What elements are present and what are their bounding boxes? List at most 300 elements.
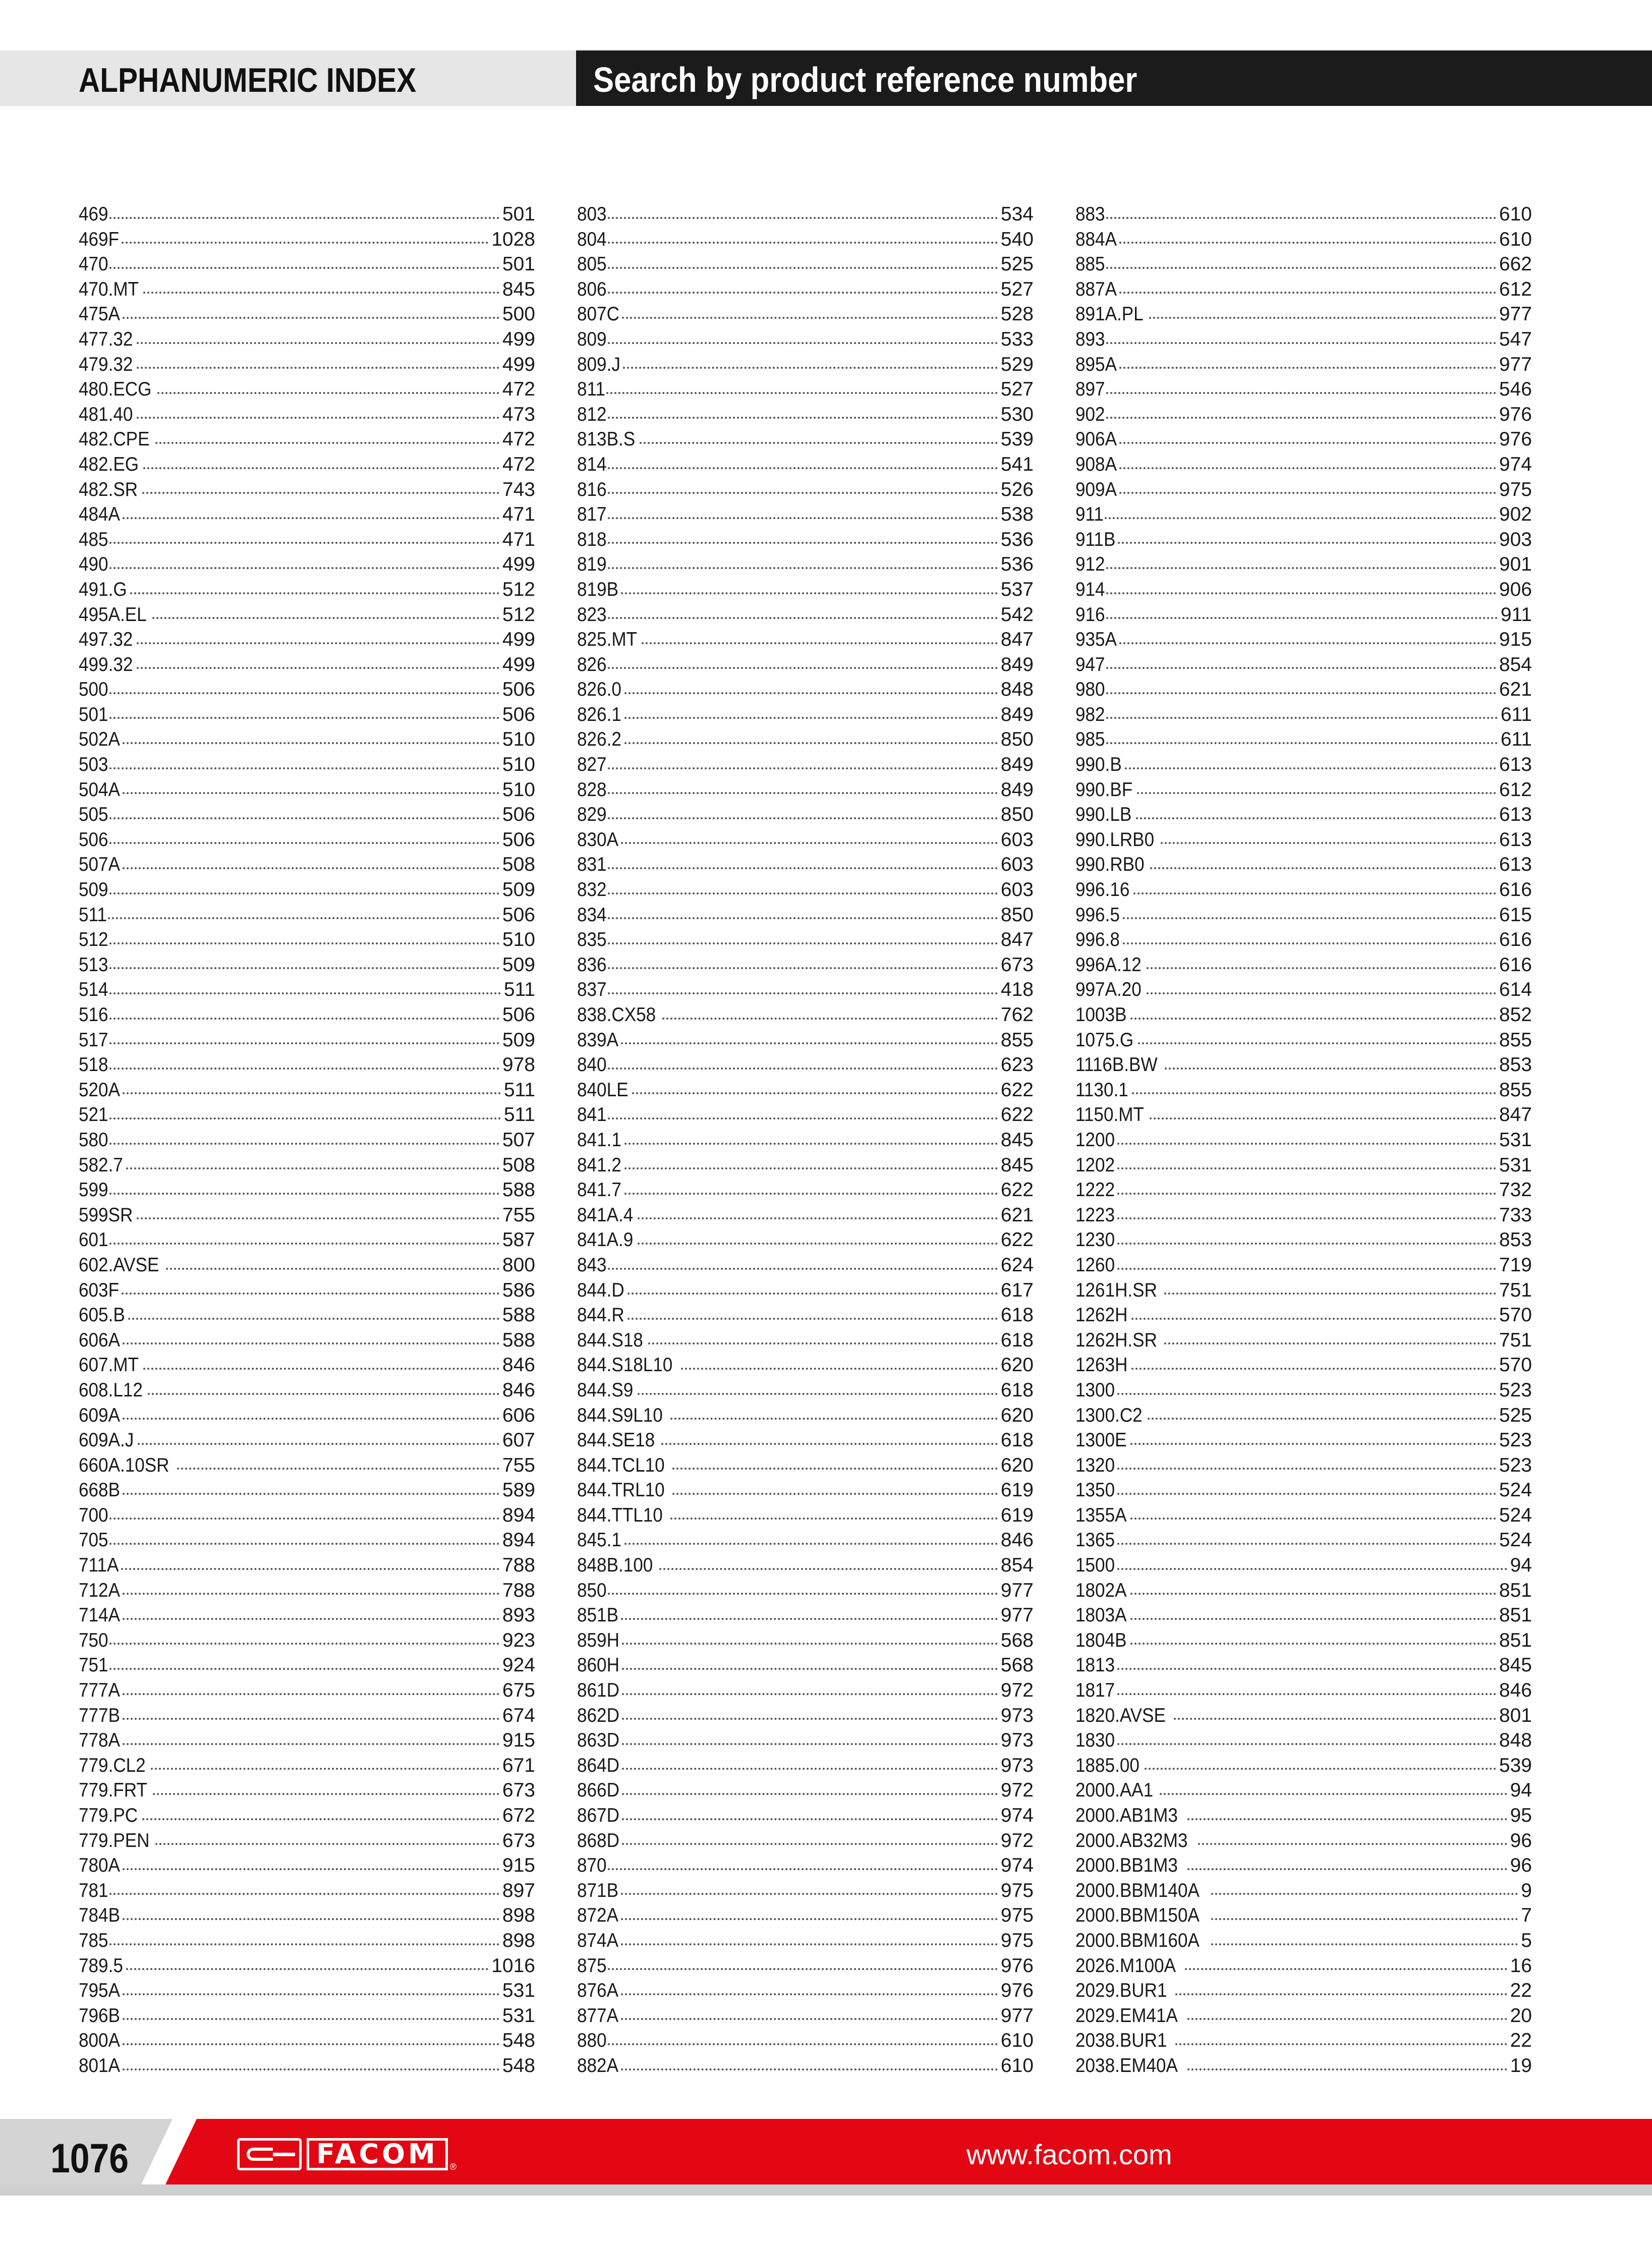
index-entry — [577, 1203, 1034, 1228]
page-reference: 511 — [503, 1079, 535, 1101]
page-reference: 509 — [502, 954, 535, 976]
page-reference: 788 — [502, 1579, 535, 1601]
dot-leader — [608, 1593, 998, 1595]
page-reference: 975 — [1499, 478, 1532, 500]
dot-leader — [109, 1068, 499, 1070]
page-reference: 975 — [1000, 1929, 1034, 1951]
page-reference: 846 — [502, 1354, 535, 1376]
reference-number: 911B — [1075, 528, 1116, 550]
page-reference: 613 — [1499, 854, 1532, 876]
page-reference: 606 — [502, 1404, 535, 1426]
page-reference: 972 — [1000, 1829, 1034, 1852]
page-reference: 845 — [1000, 1154, 1034, 1176]
reference-number: 884A — [1075, 228, 1117, 250]
page-reference: 22 — [1510, 2030, 1532, 2052]
reference-number: 990.LB — [1075, 804, 1132, 826]
reference-number: 861D — [577, 1679, 619, 1702]
dot-leader — [137, 667, 499, 669]
dot-leader — [109, 1042, 499, 1044]
page-reference: 849 — [1000, 778, 1034, 801]
reference-number: 825.MT — [577, 629, 637, 651]
page-reference: 613 — [1499, 754, 1532, 776]
dot-leader — [608, 1868, 998, 1870]
page-reference: 603 — [1000, 828, 1034, 851]
reference-number: 779.PC — [79, 1805, 138, 1826]
index-entry — [1075, 1253, 1532, 1278]
page-reference: 471 — [502, 503, 535, 526]
dot-leader — [109, 1143, 499, 1145]
page-reference: 915 — [1499, 629, 1532, 651]
dot-leader — [109, 942, 499, 944]
index-entry — [79, 1128, 535, 1153]
index-entry — [1075, 802, 1532, 827]
reference-number: 844.S9L10 — [577, 1404, 663, 1426]
page-reference: 610 — [1000, 2054, 1034, 2077]
dot-leader — [608, 517, 998, 519]
dot-leader — [608, 467, 998, 469]
page-reference: 510 — [502, 728, 535, 751]
dot-leader — [1130, 1018, 1496, 1020]
dot-leader — [109, 1668, 499, 1670]
dot-leader — [606, 392, 998, 394]
index-entry — [577, 1928, 1034, 1953]
dot-leader — [1137, 792, 1496, 794]
page-reference: 974 — [1000, 1855, 1034, 1877]
page-reference: 977 — [1000, 1579, 1034, 1601]
index-entry — [577, 1853, 1034, 1878]
dot-leader — [1105, 517, 1496, 519]
reference-number: 599SR — [79, 1204, 133, 1226]
reference-number: 470.MT — [79, 278, 139, 300]
reference-number: 482.SR — [79, 478, 138, 500]
dot-leader — [672, 1468, 998, 1470]
reference-number: 823 — [577, 603, 607, 626]
reference-number: 1500 — [1075, 1554, 1115, 1577]
index-entry — [79, 302, 535, 327]
dot-leader — [1119, 367, 1496, 369]
index-entry — [1075, 1052, 1532, 1078]
dot-leader — [109, 1643, 499, 1645]
page-reference: 923 — [502, 1629, 535, 1651]
reference-number: 844.TTL10 — [577, 1504, 663, 1526]
page-reference: 501 — [502, 203, 535, 225]
index-entry — [79, 1528, 535, 1553]
dot-leader — [621, 842, 998, 844]
dot-leader — [1187, 2018, 1507, 2020]
index-entry — [577, 1603, 1034, 1628]
page-reference: 624 — [1000, 1254, 1034, 1276]
page-reference: 523 — [1499, 1429, 1532, 1451]
dot-leader — [1106, 717, 1498, 719]
index-entry — [577, 1528, 1034, 1553]
reference-number: 841.1 — [577, 1129, 621, 1151]
page-reference: 906 — [1499, 578, 1532, 600]
page-reference: 674 — [502, 1704, 535, 1726]
index-entry — [79, 1653, 535, 1678]
reference-number: 850 — [577, 1579, 607, 1601]
page-reference: 846 — [1000, 1529, 1034, 1551]
index-entry — [1075, 952, 1532, 978]
page-reference: 506 — [502, 1004, 535, 1026]
index-entry — [1075, 1478, 1532, 1503]
page-reference: 845 — [502, 278, 535, 300]
page-reference: 523 — [1499, 1379, 1532, 1401]
index-entry — [79, 1503, 535, 1528]
index-entry — [577, 327, 1034, 352]
index-entry — [79, 1728, 535, 1753]
index-entry — [577, 1478, 1034, 1503]
dot-leader — [624, 1543, 998, 1545]
page-reference: 615 — [1499, 904, 1532, 926]
dot-leader — [608, 992, 998, 994]
page-reference: 510 — [502, 754, 535, 776]
index-entry — [1075, 202, 1532, 227]
index-entry — [79, 602, 535, 628]
index-entry — [1075, 1177, 1532, 1203]
dot-leader — [109, 217, 499, 219]
index-entry — [577, 1002, 1034, 1028]
index-entry — [79, 1678, 535, 1703]
reference-number: 785 — [79, 1929, 108, 1951]
page-reference: 588 — [502, 1304, 535, 1326]
page-reference: 733 — [1499, 1204, 1532, 1226]
reference-number: 1817 — [1075, 1679, 1115, 1702]
page-reference: 855 — [1000, 1029, 1034, 1051]
index-entry — [577, 903, 1034, 928]
dot-leader — [621, 2018, 998, 2020]
index-entry — [1075, 227, 1532, 252]
dot-leader — [608, 892, 998, 894]
index-entry — [79, 677, 535, 702]
page-reference: 501 — [502, 253, 535, 275]
dot-leader — [1132, 1092, 1496, 1094]
page-reference: 586 — [502, 1279, 535, 1301]
page-reference: 607 — [502, 1429, 535, 1451]
dot-leader — [1161, 842, 1496, 844]
reference-number: 1003B — [1075, 1004, 1127, 1026]
reference-number: 996.5 — [1075, 904, 1120, 926]
reference-number: 796B — [79, 2004, 120, 2027]
dot-leader — [659, 1568, 998, 1570]
reference-number: 1365 — [1075, 1529, 1115, 1551]
index-entry — [79, 527, 535, 552]
dot-leader — [622, 1643, 998, 1645]
reference-number: 806 — [577, 278, 607, 300]
dot-leader — [1117, 1193, 1496, 1195]
index-entry — [1075, 977, 1532, 1002]
page-reference: 855 — [1499, 1079, 1532, 1101]
dot-leader — [1130, 1518, 1496, 1520]
dot-leader — [1187, 2068, 1507, 2070]
reference-number: 826 — [577, 653, 607, 676]
page-reference: 973 — [1000, 1754, 1034, 1776]
dot-leader — [628, 1293, 998, 1295]
index-entry — [1075, 477, 1532, 502]
page-reference: 610 — [1499, 203, 1532, 225]
page-reference: 673 — [502, 1829, 535, 1852]
index-entry — [577, 352, 1034, 377]
dot-leader — [1211, 1918, 1518, 1920]
page-reference: 587 — [502, 1229, 535, 1251]
index-entry — [1075, 877, 1532, 903]
reference-number: 812 — [577, 403, 607, 425]
reference-number: 778A — [79, 1729, 120, 1752]
reference-number: 841.2 — [577, 1154, 621, 1176]
reference-number: 819B — [577, 578, 618, 600]
reference-number: 862D — [577, 1704, 619, 1726]
reference-number: 844.S18L10 — [577, 1354, 673, 1376]
reference-number: 841 — [577, 1104, 607, 1126]
dot-leader — [632, 1092, 998, 1094]
reference-number: 851B — [577, 1604, 618, 1627]
reference-number: 781 — [79, 1879, 108, 1901]
dot-leader — [622, 1843, 998, 1845]
index-entry — [1075, 2053, 1532, 2079]
reference-number: 947 — [1075, 653, 1105, 676]
page-reference: 473 — [502, 403, 535, 425]
reference-number: 2000.BBM150A — [1075, 1904, 1200, 1927]
dot-leader — [621, 1618, 998, 1620]
reference-number: 811 — [577, 378, 605, 401]
dot-leader — [155, 1843, 499, 1845]
dot-leader — [624, 1193, 998, 1195]
dot-leader — [137, 342, 499, 344]
index-entry — [1075, 1278, 1532, 1303]
reference-number: 795A — [79, 1980, 120, 2002]
index-entry — [1075, 1828, 1532, 1854]
dot-leader — [1211, 1893, 1518, 1895]
dot-leader — [640, 442, 998, 444]
index-entry — [577, 1953, 1034, 1979]
page-reference: 972 — [1000, 1779, 1034, 1802]
dot-leader — [123, 1918, 499, 1920]
dot-leader — [123, 1593, 499, 1595]
index-entry — [577, 377, 1034, 402]
index-entry — [577, 977, 1034, 1002]
page-reference: 472 — [502, 428, 535, 451]
dot-leader — [608, 792, 998, 794]
page-reference: 673 — [502, 1779, 535, 1802]
reference-number: 660A.10SR — [79, 1454, 169, 1476]
reference-number: 505 — [79, 804, 108, 826]
page-reference: 588 — [502, 1179, 535, 1201]
reference-number: 830A — [577, 828, 618, 851]
index-entry — [577, 1453, 1034, 1478]
page-reference: 603 — [1000, 854, 1034, 876]
website-link[interactable]: www.facom.com — [966, 2139, 1172, 2170]
reference-number: 512 — [79, 929, 108, 951]
reference-number: 841A.9 — [577, 1229, 634, 1251]
index-entry — [1075, 1203, 1532, 1228]
page-reference: 614 — [1499, 979, 1532, 1001]
dot-leader — [1117, 1143, 1496, 1145]
index-entry — [1075, 1903, 1532, 1928]
index-entry — [1075, 1503, 1532, 1528]
section-subtitle: Search by product reference number — [593, 60, 1137, 99]
reference-number: 803 — [577, 203, 607, 225]
dot-leader — [608, 817, 998, 819]
page-reference: 570 — [1499, 1354, 1532, 1376]
reference-number: 872A — [577, 1904, 618, 1927]
index-entry — [79, 1303, 535, 1328]
dot-leader — [608, 292, 998, 294]
page-reference: 528 — [1000, 303, 1034, 325]
dot-leader — [1185, 1968, 1507, 1970]
index-entry — [1075, 277, 1532, 302]
index-entry — [1075, 602, 1532, 628]
page-reference: 529 — [1000, 353, 1034, 375]
index-entry — [1075, 1953, 1532, 1979]
dot-leader — [1175, 1993, 1507, 1995]
dot-leader — [1125, 767, 1496, 769]
dot-leader — [681, 1368, 998, 1370]
reference-number: 477.32 — [79, 328, 133, 350]
page-reference: 673 — [1000, 954, 1034, 976]
reference-number: 834 — [577, 904, 607, 926]
dot-leader — [123, 1493, 499, 1495]
index-entry — [79, 1903, 535, 1928]
index-entry — [577, 1878, 1034, 1903]
reference-number: 712A — [79, 1579, 120, 1601]
page-reference: 547 — [1499, 328, 1532, 350]
dot-leader — [123, 1092, 501, 1094]
index-entry — [79, 1177, 535, 1203]
index-entry — [79, 1853, 535, 1878]
index-entry — [1075, 327, 1532, 352]
page-reference: 618 — [1000, 1379, 1034, 1401]
index-entry — [1075, 1778, 1532, 1803]
index-entry — [1075, 1428, 1532, 1453]
reference-number: 700 — [79, 1504, 108, 1526]
dot-leader — [109, 767, 499, 769]
index-entry — [577, 727, 1034, 752]
index-entry — [79, 1703, 535, 1728]
index-entry — [1075, 1553, 1532, 1578]
index-entry — [79, 1278, 535, 1303]
dot-leader — [153, 1793, 499, 1795]
dot-leader — [109, 967, 499, 969]
dot-leader — [137, 367, 499, 369]
reference-number: 502A — [79, 728, 120, 751]
index-entry — [577, 1128, 1034, 1153]
reference-number: 1820.AVSE — [1075, 1704, 1166, 1726]
reference-number: 935A — [1075, 629, 1117, 651]
index-entry — [79, 1102, 535, 1128]
header-right-band — [576, 50, 1652, 106]
index-entry — [577, 1303, 1034, 1328]
index-entry — [577, 227, 1034, 252]
dot-leader — [608, 567, 998, 569]
index-entry — [79, 402, 535, 427]
index-entry — [577, 1328, 1034, 1353]
index-entry — [577, 952, 1034, 978]
dot-leader — [1130, 1643, 1496, 1645]
facom-logo-mark-icon — [237, 2138, 302, 2170]
dot-leader — [142, 492, 499, 494]
index-entry — [79, 2028, 535, 2053]
dot-leader — [1117, 1693, 1496, 1695]
reference-number: 916 — [1075, 603, 1105, 626]
reference-number: 817 — [577, 503, 607, 526]
dot-leader — [1136, 817, 1496, 819]
page-reference: 751 — [1499, 1329, 1532, 1351]
reference-number: 705 — [79, 1529, 108, 1551]
reference-number: 848B.100 — [577, 1554, 653, 1577]
reference-number: 860H — [577, 1654, 619, 1676]
index-entry — [577, 702, 1034, 727]
reference-number: 582.7 — [79, 1154, 123, 1176]
reference-number: 480.ECG — [79, 378, 152, 401]
reference-number: 2026.M100A — [1075, 1954, 1176, 1977]
dot-leader — [608, 1268, 998, 1270]
reference-number: 2000.BBM140A — [1075, 1879, 1200, 1901]
page-reference: 7 — [1521, 1904, 1532, 1927]
dot-leader — [155, 442, 499, 444]
dot-leader — [638, 1217, 998, 1219]
index-entry — [577, 927, 1034, 952]
index-entry — [79, 1028, 535, 1053]
page-reference: 589 — [502, 1479, 535, 1501]
page-reference: 525 — [1499, 1404, 1532, 1426]
dot-leader — [1117, 1167, 1496, 1169]
page-reference: 570 — [1499, 1304, 1532, 1326]
reference-number: 874A — [577, 1929, 618, 1951]
index-entry — [79, 1227, 535, 1253]
dot-leader — [608, 867, 998, 869]
page-reference: 94 — [1510, 1779, 1532, 1802]
page-reference: 610 — [1000, 2030, 1034, 2052]
page-reference: 849 — [1000, 754, 1034, 776]
page-reference: 977 — [1499, 303, 1532, 325]
index-entry — [577, 1678, 1034, 1703]
reference-number: 2000.AB32M3 — [1075, 1829, 1188, 1852]
page-reference: 542 — [1000, 603, 1034, 626]
index-entry — [577, 1052, 1034, 1078]
reference-number: 1230 — [1075, 1229, 1115, 1251]
page-reference: 603 — [1000, 879, 1034, 901]
page-reference: 898 — [502, 1904, 535, 1927]
index-entry — [1075, 1078, 1532, 1103]
dot-leader — [1164, 1293, 1496, 1295]
page-reference: 95 — [1510, 1805, 1532, 1826]
index-entry — [577, 877, 1034, 903]
dot-leader — [1106, 417, 1496, 419]
index-entry — [1075, 903, 1532, 928]
index-entry — [79, 1353, 535, 1378]
index-entry — [577, 1778, 1034, 1803]
index-entry — [79, 1978, 535, 2003]
dot-leader — [622, 1743, 998, 1745]
index-entry — [577, 677, 1034, 702]
reference-number: 484A — [79, 503, 120, 526]
index-entry — [1075, 1453, 1532, 1478]
index-entry — [79, 1878, 535, 1903]
reference-number: 832 — [577, 879, 607, 901]
page-reference: 976 — [1499, 428, 1532, 451]
dot-leader — [608, 1117, 998, 1119]
reference-number: 844.S18 — [577, 1329, 643, 1351]
reference-number: 819 — [577, 553, 607, 576]
reference-number: 603F — [79, 1279, 120, 1301]
index-entry — [1075, 1002, 1532, 1028]
index-entry — [1075, 252, 1532, 277]
dot-leader — [622, 1668, 998, 1670]
reference-number: 859H — [577, 1629, 619, 1651]
page-reference: 510 — [502, 929, 535, 951]
reference-number: 996A.12 — [1075, 954, 1142, 976]
dot-leader — [109, 1243, 499, 1245]
page-reference: 527 — [1000, 378, 1034, 401]
